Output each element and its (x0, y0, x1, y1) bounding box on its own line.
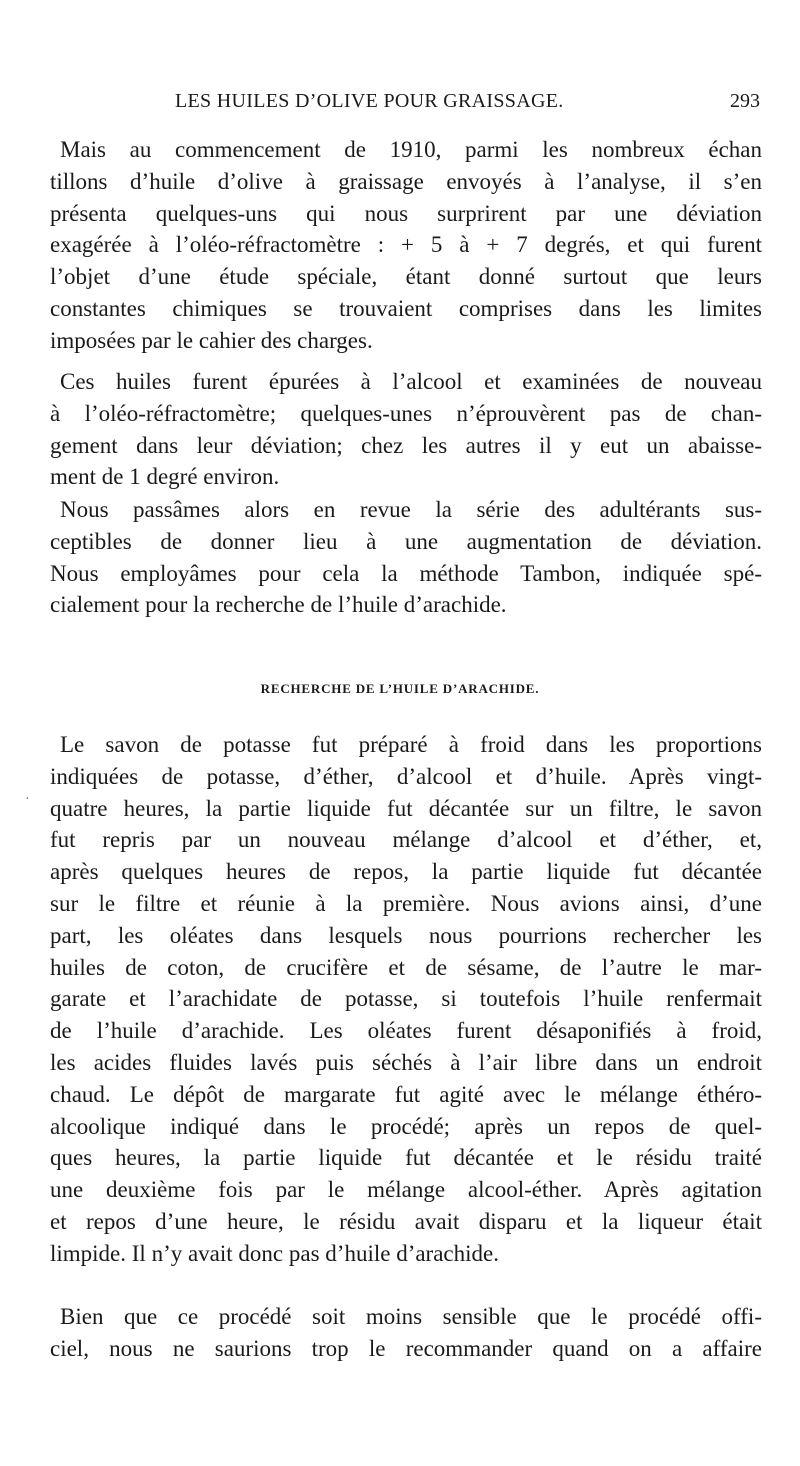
text-line: Le savon de potasse fut préparé à froid dans les proportions (60, 732, 762, 757)
text-line: chaud. Le dépôt de margarate fut agité avec le mélange éthéro- (50, 1081, 762, 1107)
text-line: Bien que ce procédé soit moins sensible que le procédé offi- (60, 1304, 762, 1329)
paragraph (50, 134, 762, 357)
section-heading: RECHERCHE DE L’HUILE D’ARACHIDE. (260, 681, 540, 696)
text-line: sur le filtre et réunie à la première. Nous avions ainsi, d’une (50, 890, 762, 916)
text-line: imposées par le cahier des charges. (50, 327, 373, 353)
text-line: tillons d’huile d’olive à graissage envoyés à l’analyse, il s’en (50, 168, 762, 194)
paragraph (50, 1301, 762, 1365)
paragraph (50, 366, 762, 493)
text-line: et repos d’une heure, le résidu avait disparu et la liqueur était (50, 1208, 762, 1234)
text-line: indiquées de potasse, d’éther, d’alcool et d’huile. Après vingt- (50, 763, 762, 789)
text-line: constantes chimiques se trouvaient comprises dans les limites (50, 295, 762, 321)
paragraph (50, 729, 762, 1270)
text-line: ques heures, la partie liquide fut décantée et le résidu traité (50, 1145, 762, 1171)
running-title: LES HUILES D’OLIVE POUR GRAISSAGE. (175, 90, 564, 112)
text-line: de l’huile d’arachide. Les oléates furent désaponifiés à froid, (50, 1018, 762, 1044)
text-line: alcoolique indiqué dans le procédé; après un repos de quel- (50, 1113, 762, 1139)
text-line: après quelques heures de repos, la partie liquide fut décantée (50, 859, 762, 885)
text-line: Mais au commencement de 1910, parmi les nombreux échan (60, 137, 762, 162)
text-line: présenta quelques-uns qui nous surprirent par une déviation (50, 200, 762, 226)
text-line: limpide. Il n’y avait donc pas d’huile d’arachide. (50, 1240, 499, 1266)
margin-speck: · (25, 792, 30, 807)
text-line: les acides fluides lavés puis séchés à l’air libre dans un endroit (50, 1049, 762, 1075)
page-header (50, 90, 760, 120)
text-line: ciel, nous ne saurions trop le recommander quand on a affaire (50, 1335, 762, 1361)
text-line: Nous employâmes pour cela la méthode Tambon, indiquée spé- (50, 560, 762, 586)
paragraph (50, 494, 762, 621)
text-line: part, les oléates dans lesquels nous pourrions rechercher les (50, 922, 762, 948)
text-line: cialement pour la recherche de l’huile d’arachide. (50, 592, 507, 618)
text-line: une deuxième fois par le mélange alcool-éther. Après agitation (50, 1177, 762, 1203)
text-line: Nous passâmes alors en revue la série des adultérants sus- (60, 497, 762, 522)
text-line: quatre heures, la partie liquide fut décantée sur un filtre, le savon (50, 795, 762, 821)
text-line: garate et l’arachidate de potasse, si toutefois l’huile renfermait (50, 986, 762, 1012)
text-line: l’objet d’une étude spéciale, étant donné surtout que leurs (50, 264, 762, 290)
text-line: huiles de coton, de crucifère et de sésame, de l’autre le mar- (50, 954, 762, 980)
text-line: à l’oléo-réfractomètre; quelques-unes n’éprouvèrent pas de chan- (50, 400, 762, 426)
text-line: ment de 1 degré environ. (50, 464, 280, 490)
text-line: exagérée à l’oléo-réfractomètre : + 5 à + 7 degrés, et qui furent (50, 232, 762, 258)
text-line: Ces huiles furent épurées à l’alcool et examinées de nouveau (60, 369, 762, 394)
page-number: 293 (730, 90, 760, 112)
text-line: fut repris par un nouveau mélange d’alcool et d’éther, et, (50, 827, 762, 853)
text-line: gement dans leur déviation; chez les autres il y eut un abaisse- (50, 432, 762, 458)
text-line: ceptibles de donner lieu à une augmentation de déviation. (50, 528, 762, 554)
